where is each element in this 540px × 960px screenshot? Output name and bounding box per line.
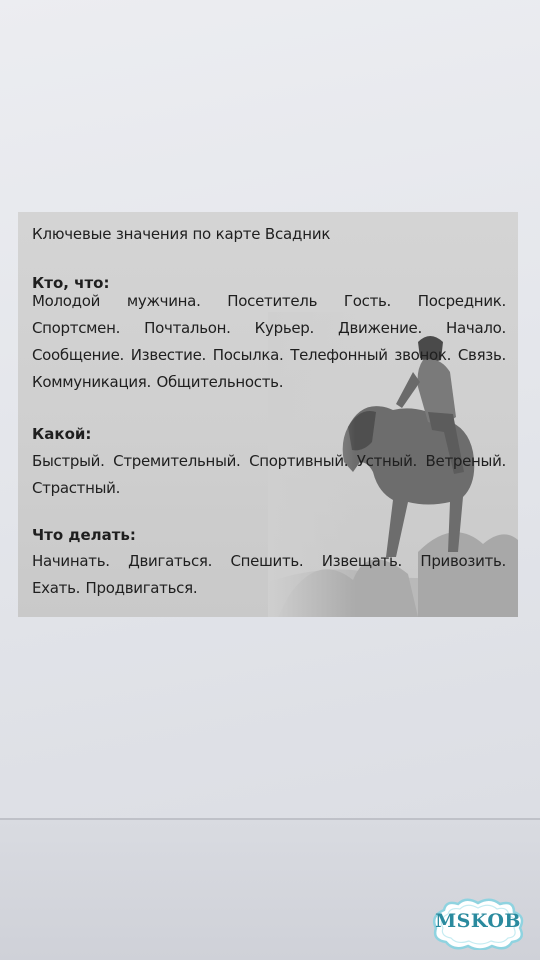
section-text-which: Быстрый. Стремительный. Спортивный. Устный. Ветреный. Страстный.: [32, 452, 506, 497]
watermark-text: MSKOB: [435, 910, 521, 932]
card-title: Ключевые значения по карте Всадник: [32, 225, 331, 243]
card-meaning-box: [18, 212, 518, 617]
section-text-who: Молодой мужчина. Посетитель Гость. Посредник. Спортсмен. Почтальон. Курьер. Движение. Начало. Сообщение. Известие. Посылка. Телефонный звонок. Связь. Коммуникация. Общительность.: [32, 292, 506, 391]
watermark-badge: [430, 898, 526, 950]
section-text-what-to-do: Начинать. Двигаться. Спешить. Извещать. Привозить. Ехать. Продвигаться.: [32, 552, 506, 597]
section-heading-what-to-do: Что делать:: [32, 526, 136, 544]
card-text: [18, 212, 518, 617]
section-heading-who: Кто, что:: [32, 274, 110, 292]
section-heading-which: Какой:: [32, 425, 92, 443]
